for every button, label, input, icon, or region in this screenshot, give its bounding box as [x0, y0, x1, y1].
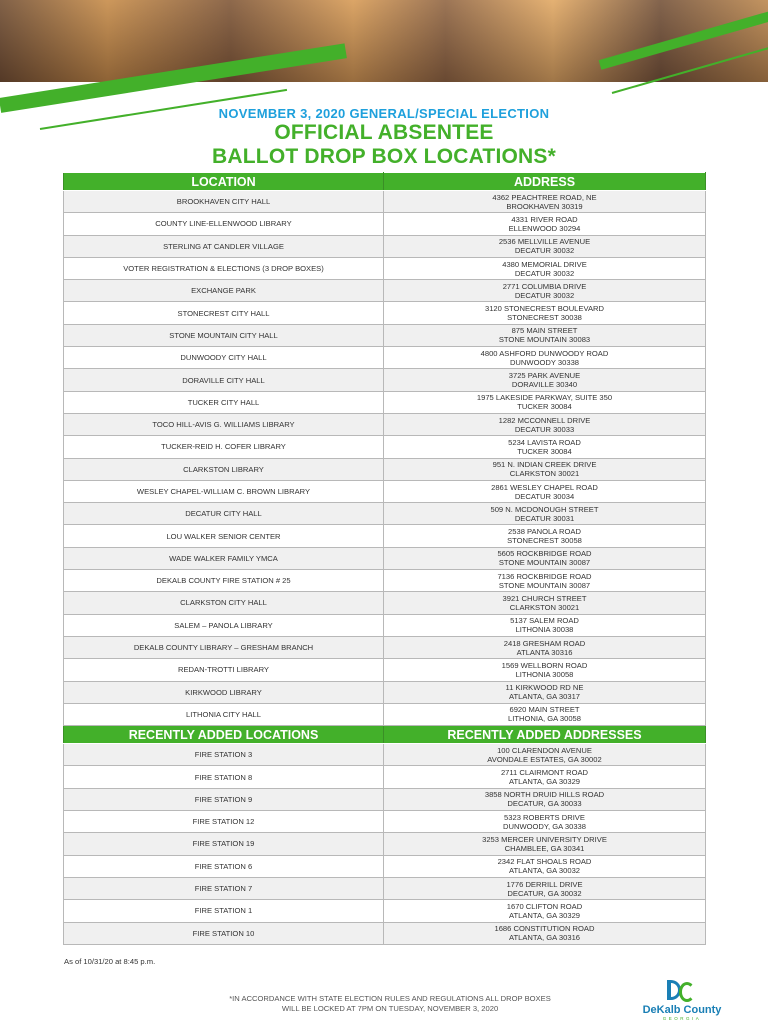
address-cell	[384, 703, 706, 725]
address-city: ATLANTA, GA 30032	[508, 866, 581, 876]
location-cell: STERLING AT CANDLER VILLAGE	[64, 235, 384, 257]
table-row	[64, 213, 706, 235]
location-cell: LITHONIA CITY HALL	[64, 703, 384, 725]
address-cell	[384, 413, 706, 435]
address-street: 6920 MAIN STREET	[509, 705, 580, 715]
table-row	[64, 855, 706, 877]
address-city: LITHONIA 30058	[515, 669, 574, 679]
address-cell	[384, 855, 706, 877]
table-row	[64, 659, 706, 681]
location-cell: DEKALB COUNTY FIRE STATION # 25	[64, 570, 384, 592]
address-city: STONE MOUNTAIN 30087	[498, 580, 591, 590]
address-cell	[384, 788, 706, 810]
table-row	[64, 570, 706, 592]
table-row	[64, 280, 706, 302]
address-city: ATLANTA, GA 30329	[508, 910, 581, 920]
location-cell: FIRE STATION 6	[64, 855, 384, 877]
address-cell	[384, 436, 706, 458]
address-cell	[384, 744, 706, 766]
address-city: DECATUR 30034	[514, 491, 575, 501]
location-cell: TOCO HILL-AVIS G. WILLIAMS LIBRARY	[64, 413, 384, 435]
location-cell: DECATUR CITY HALL	[64, 503, 384, 525]
location-cell: BROOKHAVEN CITY HALL	[64, 191, 384, 213]
address-city: TUCKER 30084	[517, 402, 572, 412]
location-cell: FIRE STATION 9	[64, 788, 384, 810]
address-street: 4800 ASHFORD DUNWOODY ROAD	[480, 348, 609, 358]
address-street: 2861 WESLEY CHAPEL ROAD	[491, 482, 598, 492]
address-city: CLARKSTON 30021	[509, 602, 580, 612]
location-cell: VOTER REGISTRATION & ELECTIONS (3 DROP BOXES)	[64, 257, 384, 279]
address-cell	[384, 480, 706, 502]
table-row	[64, 636, 706, 658]
location-cell: CLARKSTON CITY HALL	[64, 592, 384, 614]
address-cell	[384, 391, 706, 413]
location-cell: REDAN-TROTTI LIBRARY	[64, 659, 384, 681]
address-cell	[384, 235, 706, 257]
address-street: 5605 ROCKBRIDGE ROAD	[497, 549, 592, 559]
table-row	[64, 877, 706, 899]
column-header-recent-locations: RECENTLY ADDED LOCATIONS	[64, 726, 384, 744]
address-city: DECATUR 30032	[514, 268, 575, 278]
address-street: 875 MAIN STREET	[511, 326, 578, 336]
address-street: 2711 CLAIRMONT ROAD	[500, 768, 589, 778]
address-street: 11 KIRKWOOD RD NE	[505, 683, 584, 693]
address-city: DUNWOODY 30338	[509, 357, 580, 367]
table-row	[64, 191, 706, 213]
address-cell	[384, 766, 706, 788]
address-city: DECATUR 30031	[514, 513, 575, 523]
address-city: ELLENWOOD 30294	[508, 223, 581, 233]
table-row	[64, 413, 706, 435]
address-cell	[384, 257, 706, 279]
disclaimer-line: *IN ACCORDANCE WITH STATE ELECTION RULES AND REGULATIONS ALL DROP BOXES	[229, 994, 551, 1003]
dc-logo-icon	[667, 980, 697, 1004]
address-cell	[384, 324, 706, 346]
address-city: BROOKHAVEN 30319	[506, 201, 583, 211]
locations-body	[64, 191, 706, 726]
location-cell: DUNWOODY CITY HALL	[64, 347, 384, 369]
address-city: ATLANTA, GA 30317	[508, 692, 581, 702]
address-city: STONE MOUNTAIN 30083	[498, 335, 591, 345]
address-street: 7136 ROCKBRIDGE ROAD	[497, 571, 592, 581]
address-cell	[384, 302, 706, 324]
address-street: 100 CLARENDON AVENUE	[497, 745, 592, 755]
address-street: 509 N. MCDONOUGH STREET	[490, 504, 599, 514]
address-city: STONECREST 30058	[507, 536, 582, 546]
address-cell	[384, 570, 706, 592]
address-cell	[384, 547, 706, 569]
address-street: 2538 PANOLA ROAD	[508, 527, 581, 537]
table-row	[64, 547, 706, 569]
table-row	[64, 525, 706, 547]
location-cell: WESLEY CHAPEL-WILLIAM C. BROWN LIBRARY	[64, 480, 384, 502]
address-city: ATLANTA 30316	[516, 647, 573, 657]
location-cell: FIRE STATION 7	[64, 877, 384, 899]
location-cell: EXCHANGE PARK	[64, 280, 384, 302]
recent-locations-body	[64, 744, 706, 945]
address-cell	[384, 525, 706, 547]
table-row	[64, 900, 706, 922]
location-cell: KIRKWOOD LIBRARY	[64, 681, 384, 703]
table-row	[64, 369, 706, 391]
table-row	[64, 833, 706, 855]
page-title-line1: OFFICIAL ABSENTEE	[274, 121, 494, 144]
table-row	[64, 788, 706, 810]
address-city: DECATUR 30032	[514, 290, 575, 300]
address-cell	[384, 636, 706, 658]
address-cell	[384, 213, 706, 235]
location-cell: DORAVILLE CITY HALL	[64, 369, 384, 391]
table-row	[64, 436, 706, 458]
table-row	[64, 811, 706, 833]
recent-header-row	[64, 726, 706, 744]
address-street: 1282 MCCONNELL DRIVE	[498, 415, 591, 425]
table-row	[64, 235, 706, 257]
address-cell	[384, 592, 706, 614]
address-street: 1776 DERRILL DRIVE	[506, 879, 583, 889]
address-cell	[384, 900, 706, 922]
location-cell: SALEM – PANOLA LIBRARY	[64, 614, 384, 636]
location-cell: CLARKSTON LIBRARY	[64, 458, 384, 480]
location-cell: FIRE STATION 19	[64, 833, 384, 855]
address-street: 3253 MERCER UNIVERSITY DRIVE	[482, 834, 607, 844]
header-photo-banner	[0, 0, 768, 82]
address-street: 1569 WELLBORN ROAD	[501, 660, 588, 670]
address-city: TUCKER 30084	[517, 446, 572, 456]
location-cell: FIRE STATION 8	[64, 766, 384, 788]
address-street: 951 N. INDIAN CREEK DRIVE	[492, 460, 597, 470]
address-city: DECATUR, GA 30032	[507, 888, 582, 898]
address-street: 3120 STONECREST BOULEVARD	[484, 304, 604, 314]
address-cell	[384, 877, 706, 899]
address-street: 1975 LAKESIDE PARKWAY, SUITE 350	[476, 393, 613, 403]
table-row	[64, 391, 706, 413]
election-subtitle: NOVEMBER 3, 2020 GENERAL/SPECIAL ELECTION	[218, 106, 550, 121]
location-cell: FIRE STATION 1	[64, 900, 384, 922]
location-cell: FIRE STATION 12	[64, 811, 384, 833]
location-cell: DEKALB COUNTY LIBRARY – GRESHAM BRANCH	[64, 636, 384, 658]
address-city: ATLANTA, GA 30316	[508, 933, 581, 943]
address-street: 3858 NORTH DRUID HILLS ROAD	[484, 790, 605, 800]
address-street: 1670 CLIFTON ROAD	[506, 901, 583, 911]
logo-subtitle: GEORGIA	[662, 1016, 702, 1021]
address-city: CLARKSTON 30021	[509, 469, 580, 479]
address-city: AVONDALE ESTATES, GA 30002	[487, 754, 602, 764]
address-city: DECATUR 30033	[514, 424, 575, 434]
location-cell: WADE WALKER FAMILY YMCA	[64, 547, 384, 569]
location-cell: STONECREST CITY HALL	[64, 302, 384, 324]
as-of-timestamp: As of 10/31/20 at 8:45 p.m.	[64, 957, 156, 966]
table-row	[64, 347, 706, 369]
location-cell: FIRE STATION 10	[64, 922, 384, 944]
address-cell	[384, 681, 706, 703]
address-city: DORAVILLE 30340	[511, 380, 578, 390]
table-row	[64, 766, 706, 788]
address-street: 5323 ROBERTS DRIVE	[504, 812, 585, 822]
location-cell: STONE MOUNTAIN CITY HALL	[64, 324, 384, 346]
column-header-address: ADDRESS	[384, 173, 706, 191]
address-city: ATLANTA, GA 30329	[508, 777, 581, 787]
table-row	[64, 592, 706, 614]
address-cell	[384, 280, 706, 302]
address-cell	[384, 347, 706, 369]
address-cell	[384, 191, 706, 213]
address-street: 2418 GRESHAM ROAD	[503, 638, 586, 648]
page-title-line2: BALLOT DROP BOX LOCATIONS*	[212, 145, 556, 168]
address-street: 5234 LAVISTA ROAD	[508, 437, 581, 447]
column-header-recent-addresses: RECENTLY ADDED ADDRESSES	[384, 726, 706, 744]
address-city: LITHONIA 30038	[515, 625, 574, 635]
address-cell	[384, 369, 706, 391]
address-street: 4331 RIVER ROAD	[511, 214, 578, 224]
address-city: CHAMBLEE, GA 30341	[504, 843, 585, 853]
recent-header-body	[64, 726, 706, 744]
table-row	[64, 480, 706, 502]
table-row	[64, 257, 706, 279]
table-row	[64, 324, 706, 346]
address-street: 2536 MELLVILLE AVENUE	[498, 237, 591, 247]
address-cell	[384, 614, 706, 636]
address-city: DECATUR, GA 30033	[507, 799, 582, 809]
address-city: DUNWOODY, GA 30338	[503, 821, 586, 831]
address-cell	[384, 811, 706, 833]
address-street: 1686 CONSTITUTION ROAD	[494, 924, 595, 934]
table-row	[64, 302, 706, 324]
disclaimer-line: WILL BE LOCKED AT 7PM ON TUESDAY, NOVEMBER 3, 2020	[281, 1004, 499, 1013]
location-cell: COUNTY LINE-ELLENWOOD LIBRARY	[64, 213, 384, 235]
location-cell: LOU WALKER SENIOR CENTER	[64, 525, 384, 547]
address-cell	[384, 659, 706, 681]
dekalb-county-logo	[632, 980, 732, 1022]
address-street: 2771 COLUMBIA DRIVE	[502, 281, 587, 291]
table-header-row	[64, 173, 706, 191]
document-header	[0, 106, 768, 169]
address-city: STONECREST 30038	[507, 313, 582, 323]
address-cell	[384, 922, 706, 944]
address-street: 3921 CHURCH STREET	[502, 593, 587, 603]
address-street: 4362 PEACHTREE ROAD, NE	[492, 192, 597, 202]
location-cell: TUCKER-REID H. COFER LIBRARY	[64, 436, 384, 458]
drop-box-disclaimer	[160, 994, 620, 1014]
table-row	[64, 458, 706, 480]
address-street: 5137 SALEM ROAD	[510, 616, 579, 626]
address-street: 3725 PARK AVENUE	[508, 371, 581, 381]
address-city: DECATUR 30032	[514, 246, 575, 256]
location-cell: TUCKER CITY HALL	[64, 391, 384, 413]
drop-box-locations-table	[63, 172, 706, 945]
table-row	[64, 744, 706, 766]
logo-name: DeKalb County	[642, 1004, 722, 1016]
address-street: 4380 MEMORIAL DRIVE	[502, 259, 587, 269]
address-cell	[384, 503, 706, 525]
table-row	[64, 922, 706, 944]
address-cell	[384, 833, 706, 855]
address-city: STONE MOUNTAIN 30087	[498, 558, 591, 568]
table-row	[64, 503, 706, 525]
table-row	[64, 681, 706, 703]
table-row	[64, 703, 706, 725]
table-row	[64, 614, 706, 636]
address-street: 2342 FLAT SHOALS ROAD	[497, 857, 592, 867]
location-cell: FIRE STATION 3	[64, 744, 384, 766]
column-header-location: LOCATION	[64, 173, 384, 191]
address-cell	[384, 458, 706, 480]
address-city: LITHONIA, GA 30058	[507, 714, 582, 724]
